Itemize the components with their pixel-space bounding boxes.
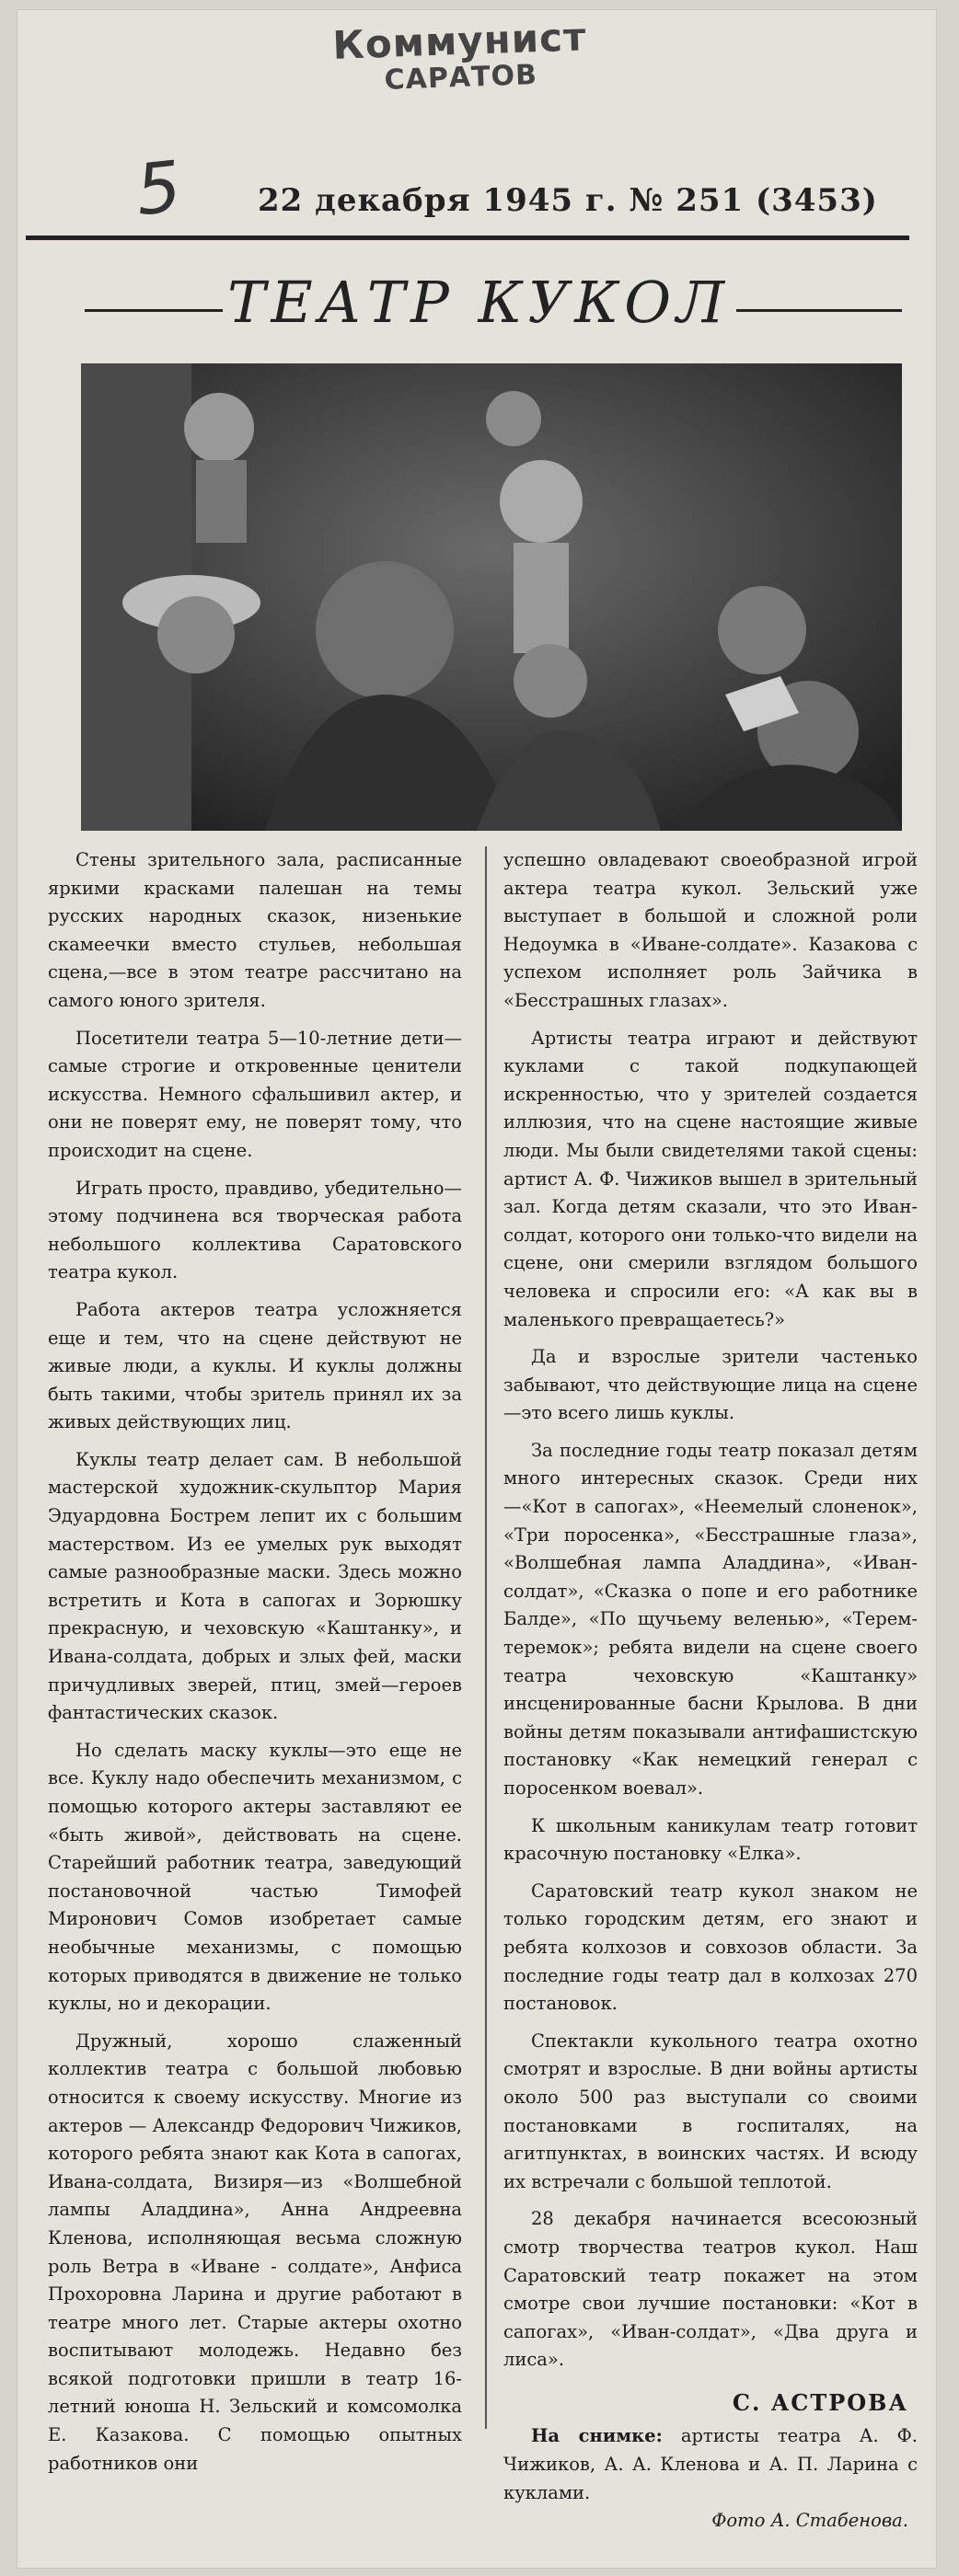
right-column <box>503 846 918 2536</box>
article-body <box>48 846 918 2532</box>
paragraph: Но сделать маску куклы—это еще не все. Куклу надо обеспечить механизмом, с помощью которого актеры заставляют ее «быть живой», действовать на сцене. Старейший работник театра, заведующий постановочной частью Тимофей Миронович Сомов изобретает самые необычные механизмы, с помощью которых приводятся в движение не только куклы, но и декорации. <box>48 1739 462 2015</box>
paragraph: Играть просто, правдиво, убедительно—этому подчинена вся творческая работа небольшого коллектива Саратовского театра кукол. <box>48 1177 462 1283</box>
handwritten-number: 5 <box>132 144 185 232</box>
dateline: 22 декабря 1945 г. № 251 (3453) <box>258 182 878 219</box>
masthead-stamp <box>294 15 628 99</box>
headline-rule-right <box>736 309 902 312</box>
masthead-city: САРАТОВ <box>384 59 538 98</box>
caption-label: На снимке: <box>531 2425 663 2447</box>
top-rule <box>26 236 909 240</box>
headline-rule-left <box>85 309 223 312</box>
paragraph: Саратовский театр кукол знаком не только городским детям, его знают и ребята колхозов и совхозов области. За последние годы театр дал в колхозах 270 постановок. <box>503 1880 918 2015</box>
paragraph: 28 декабря начинается всесоюзный смотр творчества театров кукол. Наш Саратовский театр покажет на этом смотре свои лучшие постановки: «Кот в сапогах», «Иван-солдат», «Два друга и лиса». <box>503 2208 918 2371</box>
paragraph: Дружный, хорошо слаженный коллектив театра с большой любовью относится к своему искусству. Многие из актеров — Александр Федорович Чижиков, которого ребята знают как Кота в сапогах, Ивана-солдата, Визиря—из «Волшебной лампы Аладдина», Анна Андреевна Кленова, исполняющая весьма сложную роль Ветра в «Иване - солдате», Анфиса Прохоровна Ларина и другие работают в театре много лет. Старые актеры охотно воспитывают молодежь. Недавно без всякой подготовки пришли в театр 16-летний юноша Н. Зельский и комсомолка Е. Казакова. С помощью опытных работников они <box>48 2030 462 2474</box>
masthead-title: Коммунист <box>331 14 588 68</box>
photo-caption <box>503 2422 918 2507</box>
paragraph: За последние годы театр показал детям много интересных сказок. Среди них—«Кот в сапогах», «Неемелый слоненок», «Три поросенка», «Бесстрашные глаза», «Волшебная лампа Аладдина», «Иван-солдат», «Сказка о попе и его работнике Балде», «По щучьему веленью», «Терем-теремок»; ребята видели на сцене своего театра чеховскую «Каштанку» инсценированные басни Крылова. В дни войны детям показывали антифашистскую постановку «Как немецкий генерал с поросенком воевал». <box>503 1439 918 1799</box>
photo-illustration <box>81 363 902 831</box>
paragraph: Работа актеров театра усложняется еще и тем, что на сцене действуют не живые люди, а куклы. И куклы должны быть такими, чтобы зритель принял их за живых действующих лиц. <box>48 1298 462 1433</box>
paragraph: Куклы театр делает сам. В небольшой мастерской художник-скульптор Мария Эдуардовна Бострем лепит их с большим мастерством. Из ее умелых рук выходят самые разнообразные маски. Здесь можно встретить и Кота в сапогах и Зорюшку прекрасную, и чеховскую «Каштанку», и Ивана-солдата, добрых и злых фей, маски причудливых зверей, птиц, змей—героев фантастических сказок. <box>48 1448 462 1724</box>
left-column <box>48 846 462 2487</box>
author-signature: С. АСТРОВА <box>732 2388 908 2416</box>
paragraph: Артисты театра играют и действуют куклами с такой подкупающей искренностью, что у зрителей создается иллюзия, что на сцене настоящие живые люди. Мы были свидетелями такой сцены: артист А. Ф. Чижиков вышел в зрительный зал. Когда детям сказали, что это Иван-солдат, которого они только-что видели на сцене, они смерили взглядом большого человека и спросили его: «А как вы в маленького превращаетесь?» <box>503 1027 918 1330</box>
paragraph: Посетители театра 5—10-летние дети—самые строгие и откровенные ценители искусства. Немного сфальшивил актер, и они не поверят ему, не поверят тому, что происходит на сцене. <box>48 1027 462 1161</box>
puppet-theatre-photo <box>81 363 902 831</box>
headline: ТЕАТР КУКОЛ <box>227 269 730 336</box>
paragraph: Стены зрительного зала, расписанные яркими красками палешан на темы русских народных сказок, низенькие скамеечки вместо стульев, небольшая сцена,—все в этом театре рассчитано на самого юного зрителя. <box>48 849 462 1011</box>
caption-text: артисты театра А. Ф. Чижиков, А. А. Кленова и А. П. Ларина с куклами. <box>503 2425 918 2503</box>
paragraph: Да и взрослые зрители частенько забывают, что действующие лица на сцене—это всего лишь куклы. <box>503 1346 918 1424</box>
photo-credit: Фото А. Стабенова. <box>711 2510 908 2532</box>
column-separator <box>485 846 487 2429</box>
paragraph: успешно овладевают своеобразной игрой актера театра кукол. Зельский уже выступает в большой и сложной роли Недоумка в «Иване-солдате». Казакова с успехом исполняет роль Зайчика в «Бесстрашных глазах». <box>503 849 918 1011</box>
paragraph: Спектакли кукольного театра охотно смотрят и взрослые. В дни войны артисты около 500 раз выступали со своими постановками в госпиталях, на агитпунктах, в воинских частях. И всюду их встречали с большой теплотой. <box>503 2030 918 2192</box>
paragraph: К школьным каникулам театр готовит красочную постановку «Елка». <box>503 1814 918 1865</box>
